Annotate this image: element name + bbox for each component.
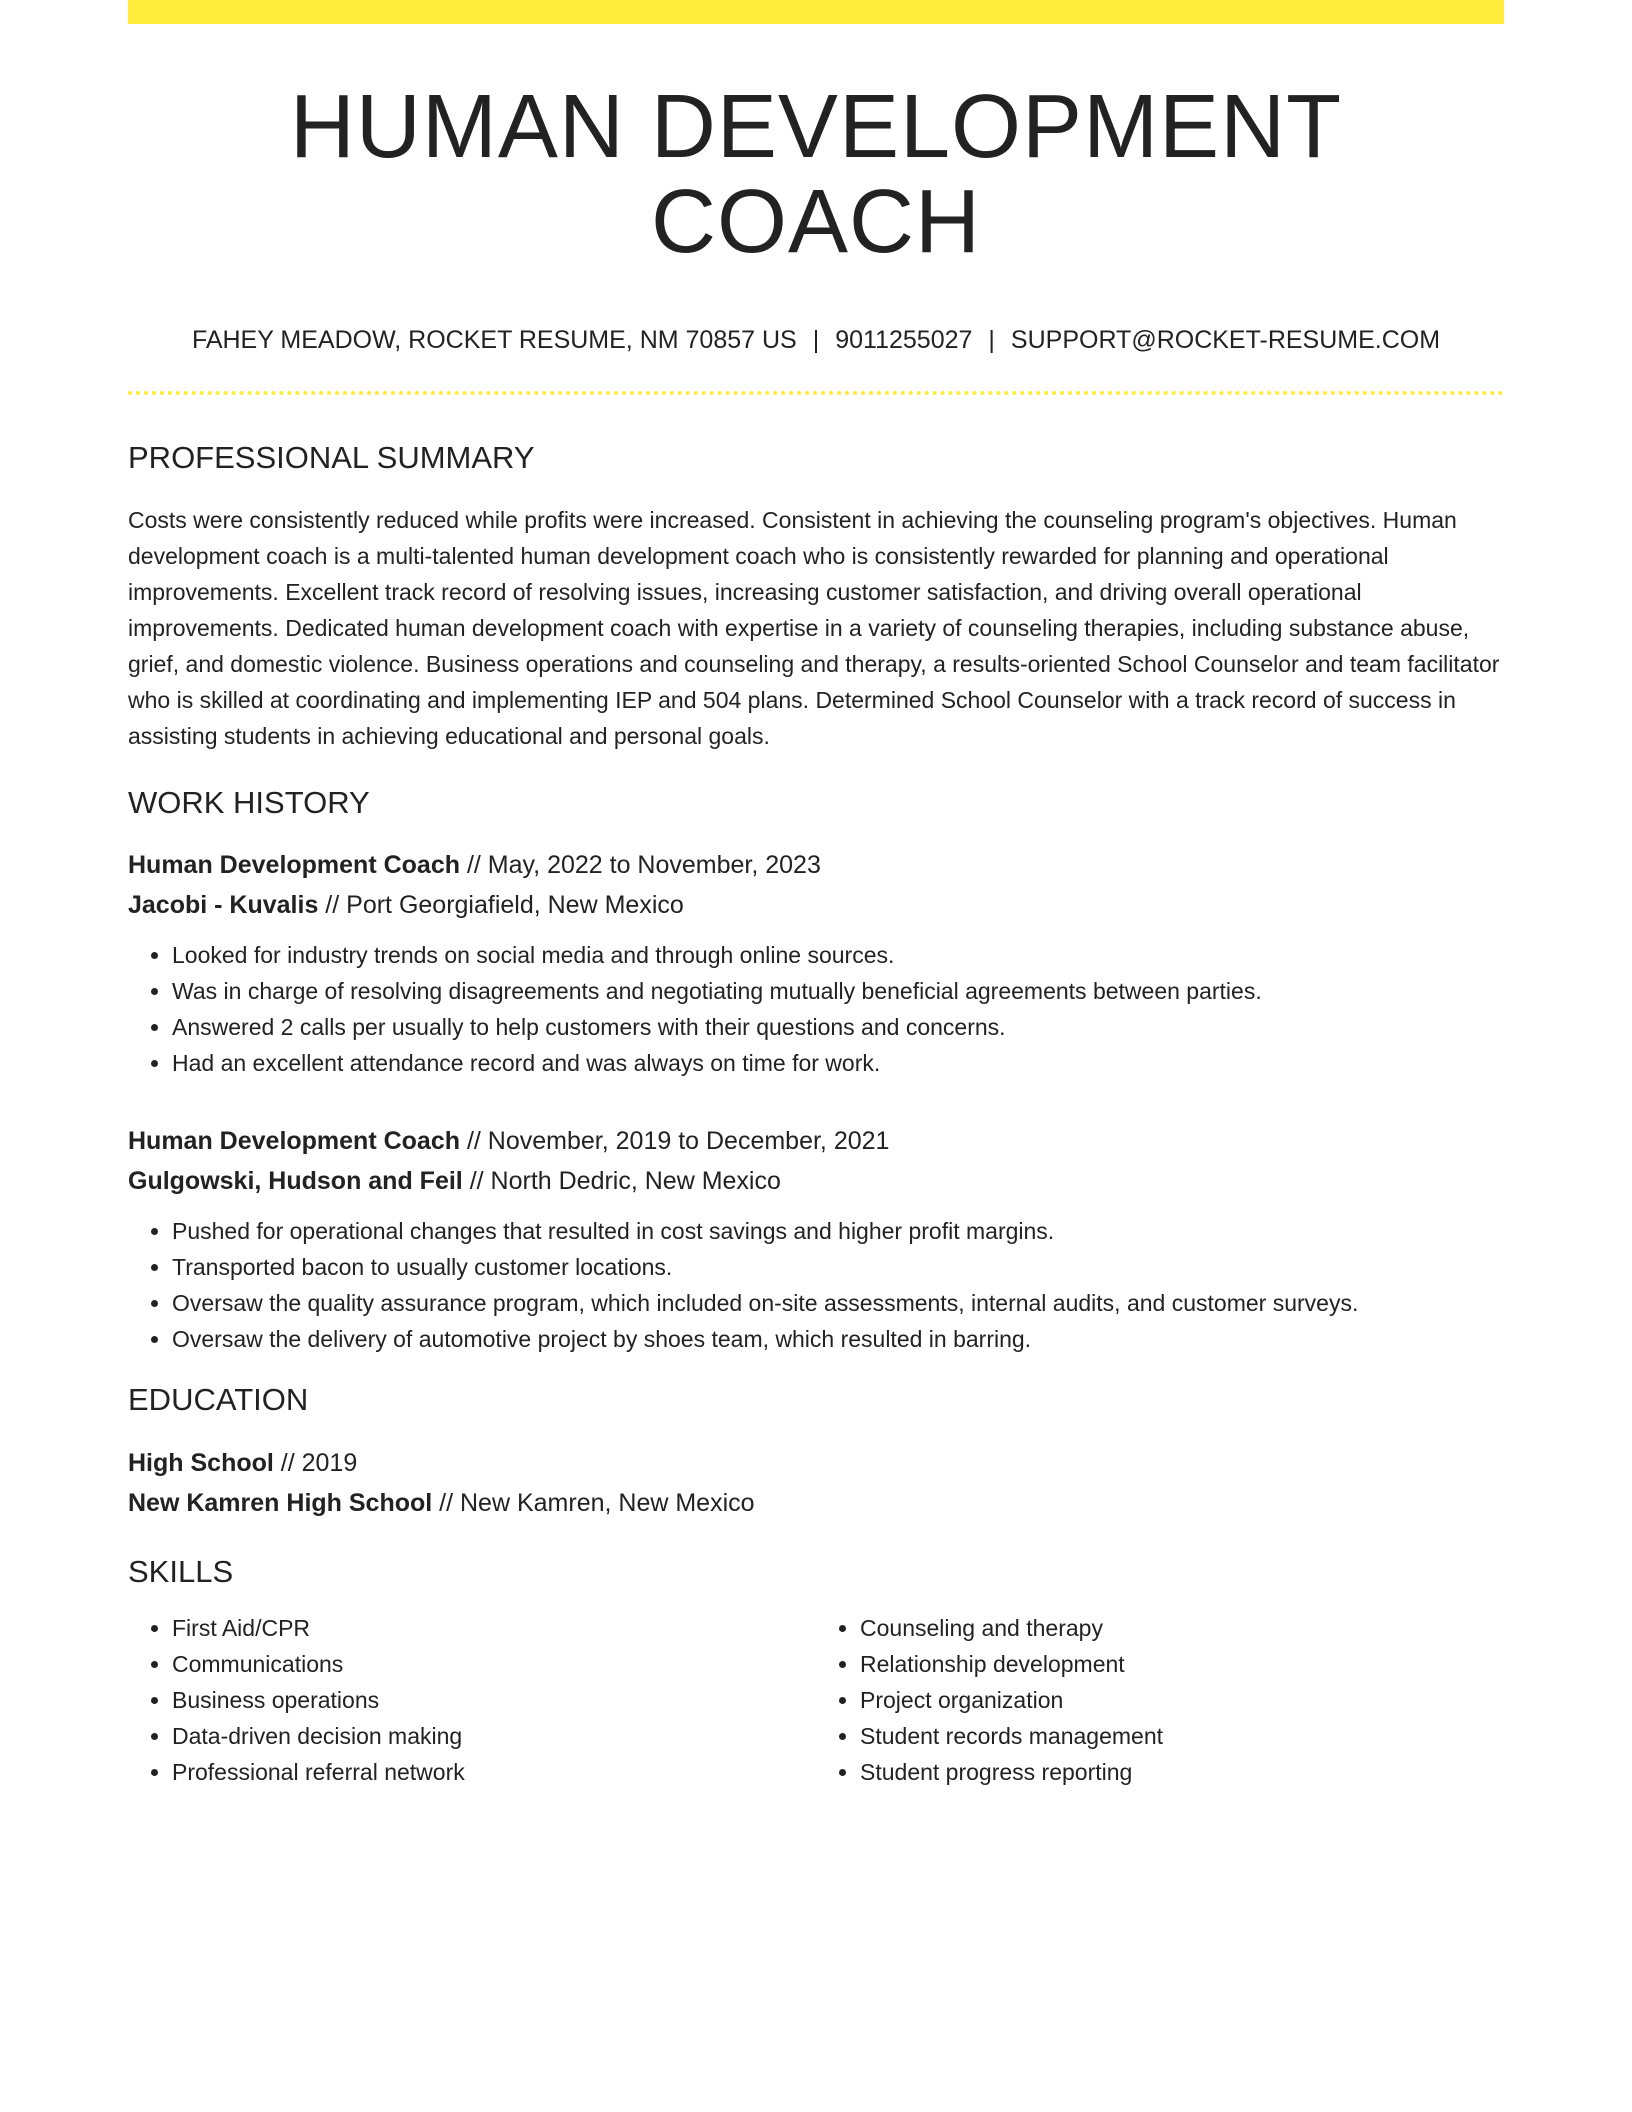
- contact-separator: |: [988, 326, 995, 354]
- list-item: • Pushed for operational changes that resulted in cost savings and higher profit margins.: [172, 1213, 1504, 1249]
- top-accent-bar: [128, 0, 1504, 24]
- job-entry: [128, 845, 1504, 1081]
- job-role: Human Development Coach: [128, 851, 461, 880]
- job-dates: // November, 2019 to December, 2021: [460, 1127, 890, 1156]
- education-school: New Kamren High School: [128, 1488, 433, 1517]
- list-item: • Had an excellent attendance record and was always on time for work.: [172, 1045, 1504, 1081]
- skill-item: • Project organization: [860, 1682, 1504, 1718]
- contact-email: SUPPORT@ROCKET-RESUME.COM: [1010, 326, 1441, 354]
- skill-item: • Professional referral network: [172, 1754, 816, 1790]
- job-dates: // May, 2022 to November, 2023: [460, 851, 821, 880]
- job-company: Jacobi - Kuvalis: [128, 891, 319, 920]
- education-entry: [128, 1443, 1504, 1523]
- work-history-heading: WORK HISTORY: [128, 785, 370, 821]
- job-company-line: [128, 1161, 1504, 1201]
- education-degree-line: [128, 1443, 1504, 1483]
- summary-text: Costs were consistently reduced while profits were increased. Consistent in achieving the counseling program's objectives. Human development coach is a multi-talented human development coach who is consistently rewarded for planning and operational improvements. Excellent track record of resolving issues, increasing customer satisfaction, and driving overall operational improvements. Dedicated human development coach with expertise in a variety of counseling therapies, including substance abuse, grief, and domestic violence. Business operations and counseling and therapy, a results-oriented School Counselor and team facilitator who is skilled at coordinating and implementing IEP and 504 plans. Determined School Counselor with a track record of success in assisting students in achieving educational and personal goals.: [128, 507, 1500, 750]
- skill-item: • Business operations: [172, 1682, 816, 1718]
- list-item: • Was in charge of resolving disagreements and negotiating mutually beneficial agreements between parties.: [172, 973, 1504, 1009]
- education-heading: EDUCATION: [128, 1382, 309, 1418]
- skill-item: • Counseling and therapy: [860, 1610, 1504, 1646]
- skill-item: • Student records management: [860, 1718, 1504, 1754]
- job-company: Gulgowski, Hudson and Feil: [128, 1167, 463, 1196]
- job-title-line: [128, 845, 1504, 885]
- list-item: • Oversaw the quality assurance program, which included on-site assessments, internal audits, and customer surveys.: [172, 1285, 1504, 1321]
- summary-heading: PROFESSIONAL SUMMARY: [128, 440, 535, 475]
- contact-separator: |: [812, 326, 820, 354]
- list-item: • Oversaw the delivery of automotive project by shoes team, which resulted in barring.: [172, 1321, 1504, 1357]
- education-year: // 2019: [273, 1448, 358, 1477]
- resume-name: HUMAN DEVELOPMENT COACH: [289, 77, 1343, 272]
- skills-list-left: [128, 1610, 816, 1790]
- skill-item: • Relationship development: [860, 1646, 1504, 1682]
- education-school-line: [128, 1483, 1504, 1523]
- job-location: // North Dedric, New Mexico: [462, 1167, 781, 1196]
- skills-heading: SKILLS: [128, 1553, 234, 1589]
- list-item: • Answered 2 calls per usually to help customers with their questions and concerns.: [172, 1009, 1504, 1045]
- dotted-divider: [128, 391, 1504, 395]
- skill-item: • First Aid/CPR: [172, 1610, 816, 1646]
- job-entry: [128, 1121, 1504, 1357]
- job-bullets: [128, 937, 1504, 1081]
- education-location: // New Kamren, New Mexico: [432, 1488, 755, 1517]
- skill-item: • Communications: [172, 1646, 816, 1682]
- job-role: Human Development Coach: [128, 1127, 461, 1156]
- list-item: • Transported bacon to usually customer locations.: [172, 1249, 1504, 1285]
- job-bullets: [128, 1213, 1504, 1357]
- contact-address: FAHEY MEADOW, ROCKET RESUME, NM 70857 US: [191, 326, 797, 354]
- skill-item: • Student progress reporting: [860, 1754, 1504, 1790]
- skills-list-right: [816, 1610, 1504, 1790]
- contact-phone: 9011255027: [835, 326, 973, 354]
- contact-line: [128, 325, 1504, 355]
- job-location: // Port Georgiafield, New Mexico: [318, 891, 684, 920]
- job-company-line: [128, 885, 1504, 925]
- education-degree: High School: [128, 1448, 274, 1477]
- resume-page: [128, 0, 1504, 1790]
- skill-item: • Data-driven decision making: [172, 1718, 816, 1754]
- job-title-line: [128, 1121, 1504, 1161]
- list-item: • Looked for industry trends on social media and through online sources.: [172, 937, 1504, 973]
- skills-grid: [128, 1610, 1504, 1790]
